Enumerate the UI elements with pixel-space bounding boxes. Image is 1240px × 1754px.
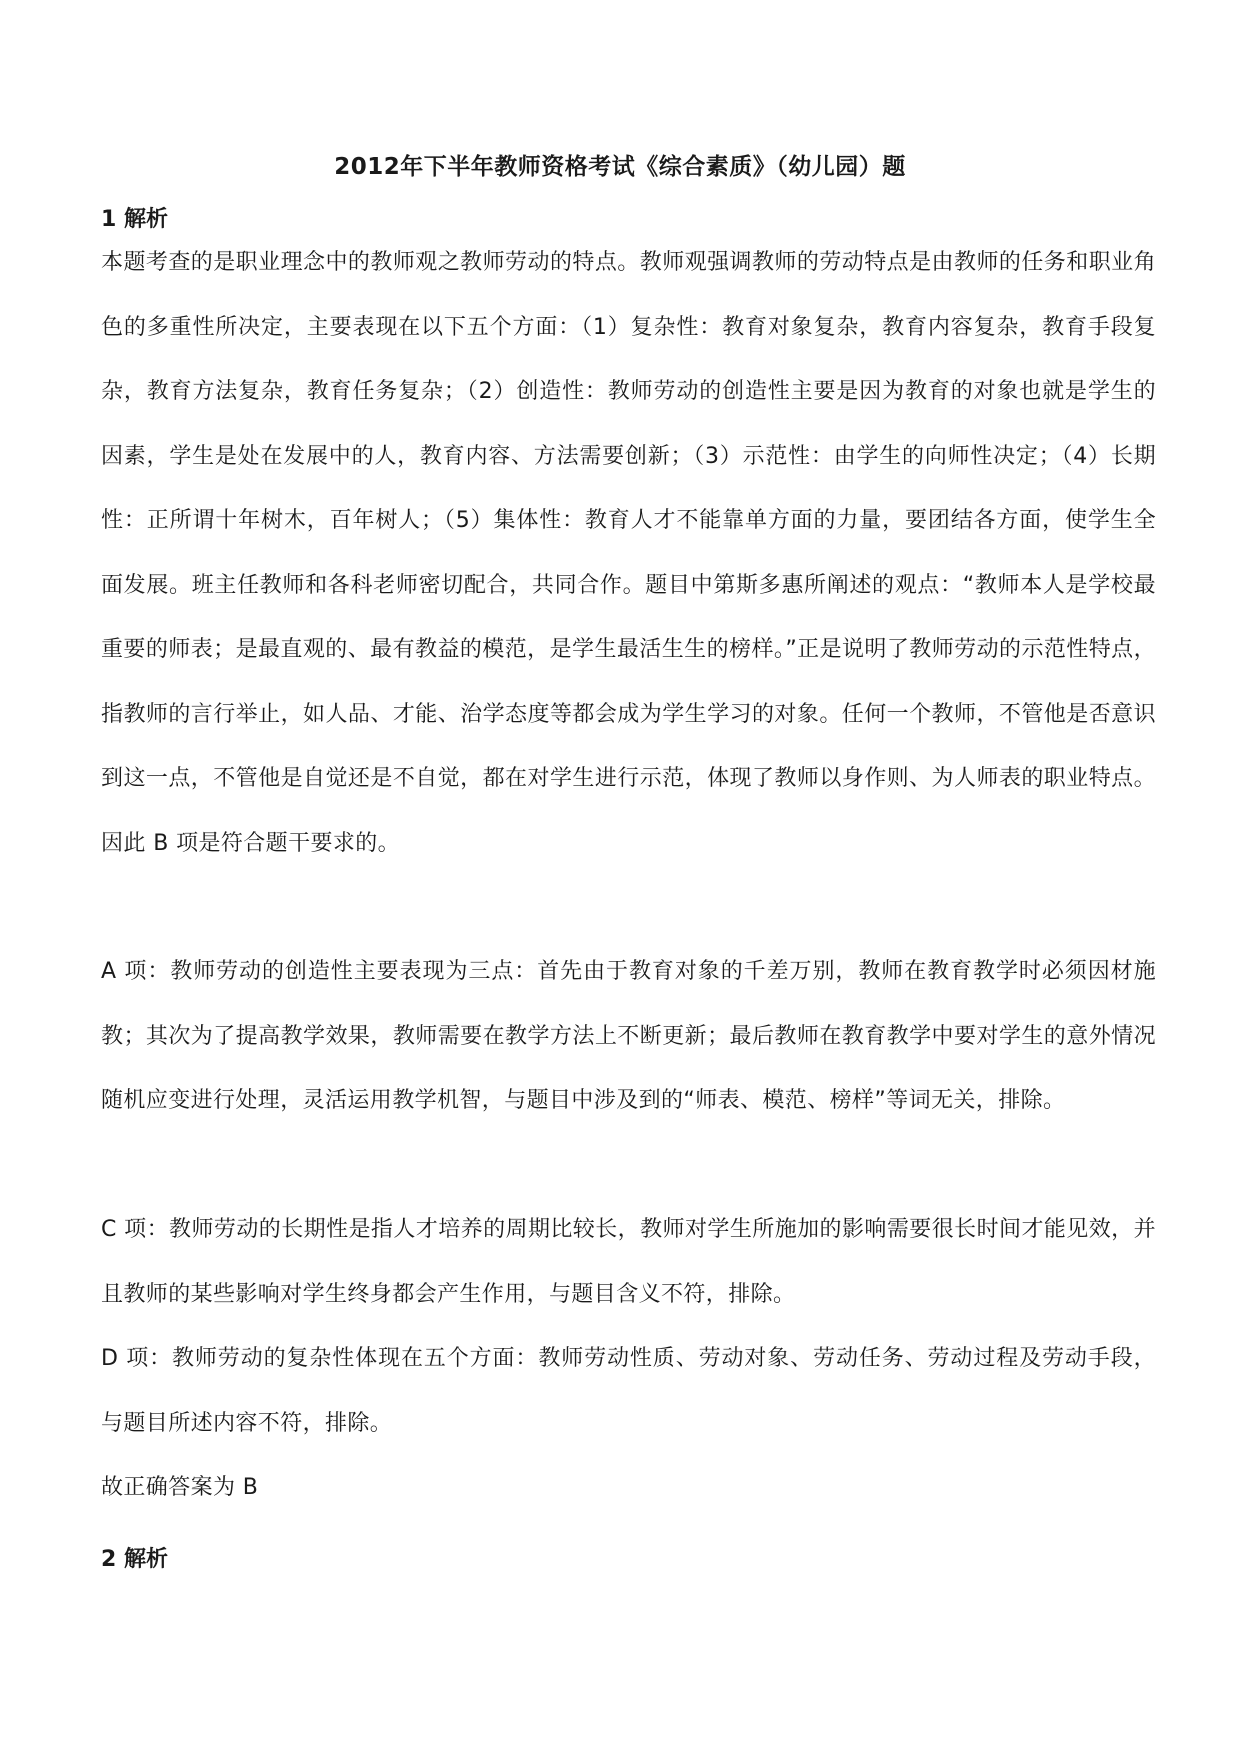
section-2-heading: 2 解析 [101, 1547, 168, 1572]
option-c-paragraph: C 项：教师劳动的长期性是指人才培养的周期比较长，教师对学生所施加的影响需要很长时间才能见效，并且教师的某些影响对学生终身都会产生作用，与题目含义不符，排除。 [101, 1217, 1156, 1307]
section-1-heading: 1 解析 [101, 207, 168, 232]
option-a-paragraph: A 项：教师劳动的创造性主要表现为三点：首先由于教育对象的千差万别，教师在教育教学时必须因材施教；其次为了提高教学效果，教师需要在教学方法上不断更新；最后教师在教育教学中要对学生的意外情况随机应变进行处理，灵活运用教学机智，与题目中涉及到的“师表、模范、榜样”等词无关，排除。 [101, 959, 1156, 1113]
section-1-intro-paragraph: 本题考查的是职业理念中的教师观之教师劳动的特点。教师观强调教师的劳动特点是由教师的任务和职业角色的多重性所决定，主要表现在以下五个方面：（1）复杂性：教育对象复杂，教育内容复杂，教育手段复杂，教育方法复杂，教育任务复杂；（2）创造性：教师劳动的创造性主要是因为教育的对象也就是学生的因素，学生是处在发展中的人，教育内容、方法需要创新；（3）示范性：由学生的向师性决定；（4）长期性：正所谓十年树木，百年树人；（5）集体性：教育人才不能靠单方面的力量，要团结各方面，使学生全面发展。班主任教师和各科老师密切配合，共同合作。题目中第斯多惠所阐述的观点：“教师本人是学校最重要的师表；是最直观的、最有教益的模范，是学生最活生生的榜样。”正是说明了教师劳动的示范性特点，指教师的言行举止，如人品、才能、治学态度等都会成为学生学习的对象。任何一个教师，不管他是否意识到这一点，不管他是自觉还是不自觉，都在对学生进行示范，体现了教师以身作则、为人师表的职业特点。因此 B 项是符合题干要求的。 [101, 250, 1156, 856]
answer-line: 故正确答案为 B [101, 1475, 259, 1500]
document-title: 2012年下半年教师资格考试《综合素质》（幼儿园）题 [334, 154, 906, 180]
option-d-paragraph: D 项：教师劳动的复杂性体现在五个方面：教师劳动性质、劳动对象、劳动任务、劳动过程及劳动手段，与题目所述内容不符，排除。 [101, 1346, 1156, 1436]
